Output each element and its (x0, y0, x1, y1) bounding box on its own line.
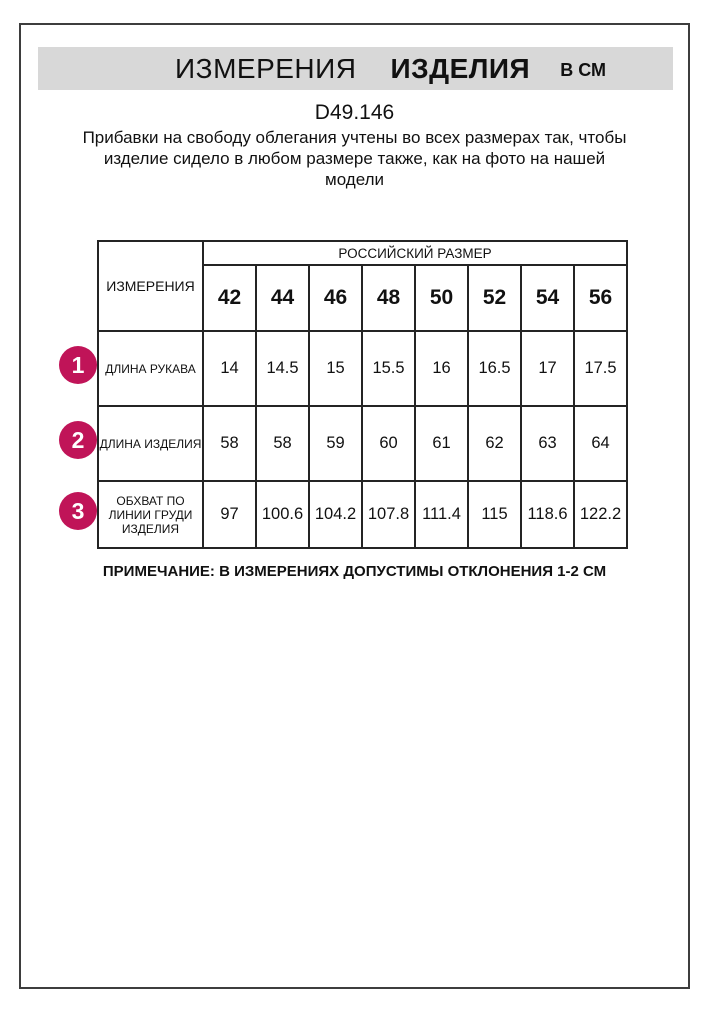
russian-size-group-header: РОССИЙСКИЙ РАЗМЕР (203, 241, 627, 265)
measurement-value: 62 (468, 406, 521, 481)
fit-description-line: Прибавки на свободу облегания учтены во всех размерах так, чтобы (82, 128, 627, 147)
measurement-value: 104.2 (309, 481, 362, 548)
title-bar (38, 47, 673, 90)
size-header: 56 (574, 265, 627, 331)
measurements-corner-header: ИЗМЕРЕНИЯ (98, 241, 203, 331)
measurement-value: 16 (415, 331, 468, 406)
measurement-value: 64 (574, 406, 627, 481)
row-number-badge-2: 2 (59, 421, 97, 459)
measurement-value: 107.8 (362, 481, 415, 548)
measurement-value: 14 (203, 331, 256, 406)
size-header: 48 (362, 265, 415, 331)
tolerance-note: ПРИМЕЧАНИЕ: В ИЗМЕРЕНИЯХ ДОПУСТИМЫ ОТКЛОНЕНИЯ 1-2 СМ (102, 563, 607, 580)
size-header: 50 (415, 265, 468, 331)
page-title-unit: В СМ (560, 60, 606, 80)
size-header: 46 (309, 265, 362, 331)
fit-description-line: изделие сидело в любом размере также, как на фото на нашей (103, 149, 606, 168)
table-row-garment-length (98, 406, 627, 481)
row-label-garment-length: ДЛИНА ИЗДЕЛИЯ (98, 406, 203, 481)
size-chart-table (97, 240, 628, 549)
measurement-value: 17.5 (574, 331, 627, 406)
fit-description-line: модели (325, 170, 384, 189)
measurement-value: 97 (203, 481, 256, 548)
size-header: 52 (468, 265, 521, 331)
model-code: D49.146 (314, 101, 395, 124)
measurement-value: 118.6 (521, 481, 574, 548)
measurement-value: 16.5 (468, 331, 521, 406)
measurement-value: 14.5 (256, 331, 309, 406)
fit-description (82, 127, 627, 190)
measurement-value: 60 (362, 406, 415, 481)
measurement-value: 58 (256, 406, 309, 481)
measurement-value: 58 (203, 406, 256, 481)
measurement-value: 122.2 (574, 481, 627, 548)
measurement-value: 15 (309, 331, 362, 406)
size-header: 42 (203, 265, 256, 331)
table-row-chest-girth (98, 481, 627, 548)
measurement-value: 61 (415, 406, 468, 481)
measurement-value: 111.4 (415, 481, 468, 548)
measurement-value: 115 (468, 481, 521, 548)
row-label-chest-girth: ОБХВАТ ПО ЛИНИИ ГРУДИ ИЗДЕЛИЯ (98, 481, 203, 548)
page-title-word-product: ИЗДЕЛИЯ (390, 52, 531, 84)
measurement-value: 15.5 (362, 331, 415, 406)
row-number-badge-1: 1 (59, 346, 97, 384)
table-row-group-header (98, 241, 627, 265)
row-number-badge-3: 3 (59, 492, 97, 530)
size-header: 44 (256, 265, 309, 331)
measurement-value: 100.6 (256, 481, 309, 548)
size-header: 54 (521, 265, 574, 331)
row-label-sleeve-length: ДЛИНА РУКАВА (98, 331, 203, 406)
table-row-sleeve-length (98, 331, 627, 406)
measurement-value: 59 (309, 406, 362, 481)
measurement-value: 63 (521, 406, 574, 481)
page-title-word-measurements: ИЗМЕРЕНИЯ (175, 52, 357, 84)
measurement-value: 17 (521, 331, 574, 406)
